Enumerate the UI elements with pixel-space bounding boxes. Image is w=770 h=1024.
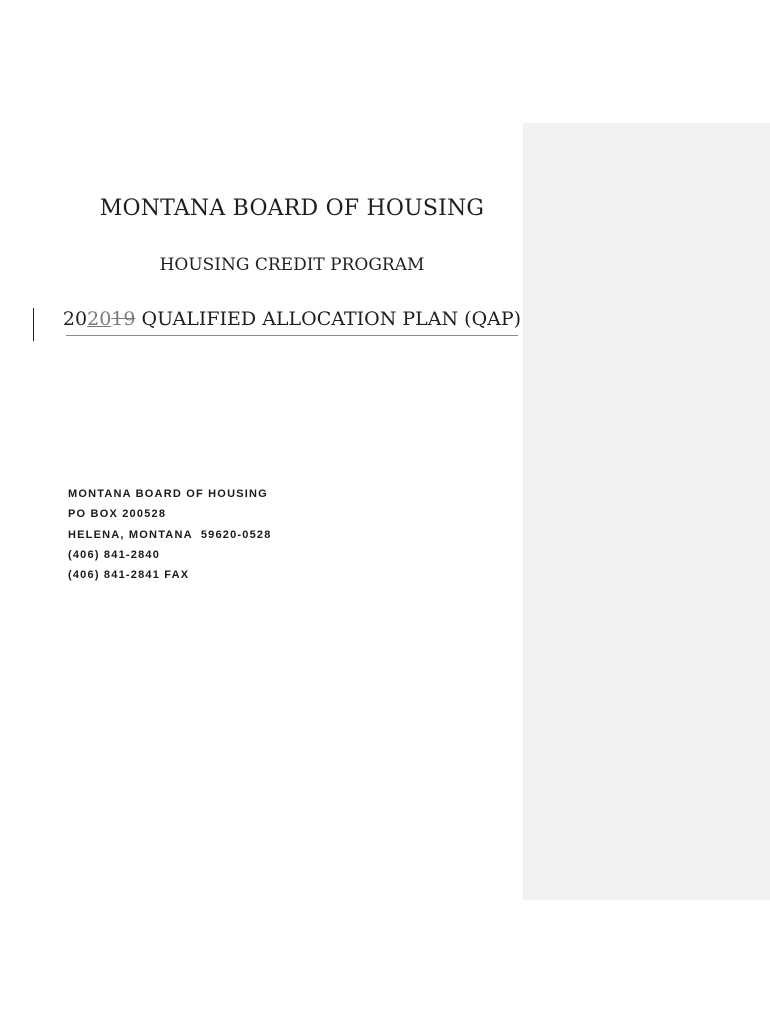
- address-po-box: PO BOX 200528: [68, 508, 167, 521]
- comment-margin-pane: [523, 123, 770, 900]
- qap-title: [62, 308, 522, 330]
- address-fax: (406) 841-2841 FAX: [68, 569, 190, 582]
- qap-year-inserted: 20: [87, 308, 112, 330]
- document-subtitle: HOUSING CREDIT PROGRAM: [159, 255, 425, 275]
- document-title: MONTANA BOARD OF HOUSING: [99, 196, 485, 221]
- contact-address-block: [68, 484, 272, 585]
- qap-year-deleted: 19: [111, 308, 136, 330]
- address-city-state-zip: HELENA, MONTANA 59620-0528: [68, 528, 272, 541]
- title-underline: [66, 335, 518, 336]
- qap-year-prefix: 20: [62, 308, 88, 330]
- address-organization: MONTANA BOARD OF HOUSING: [68, 488, 268, 500]
- address-phone: (406) 841-2840: [68, 548, 161, 561]
- qap-title-text: QUALIFIED ALLOCATION PLAN (QAP): [135, 308, 522, 330]
- tracked-change-bar: [33, 308, 34, 341]
